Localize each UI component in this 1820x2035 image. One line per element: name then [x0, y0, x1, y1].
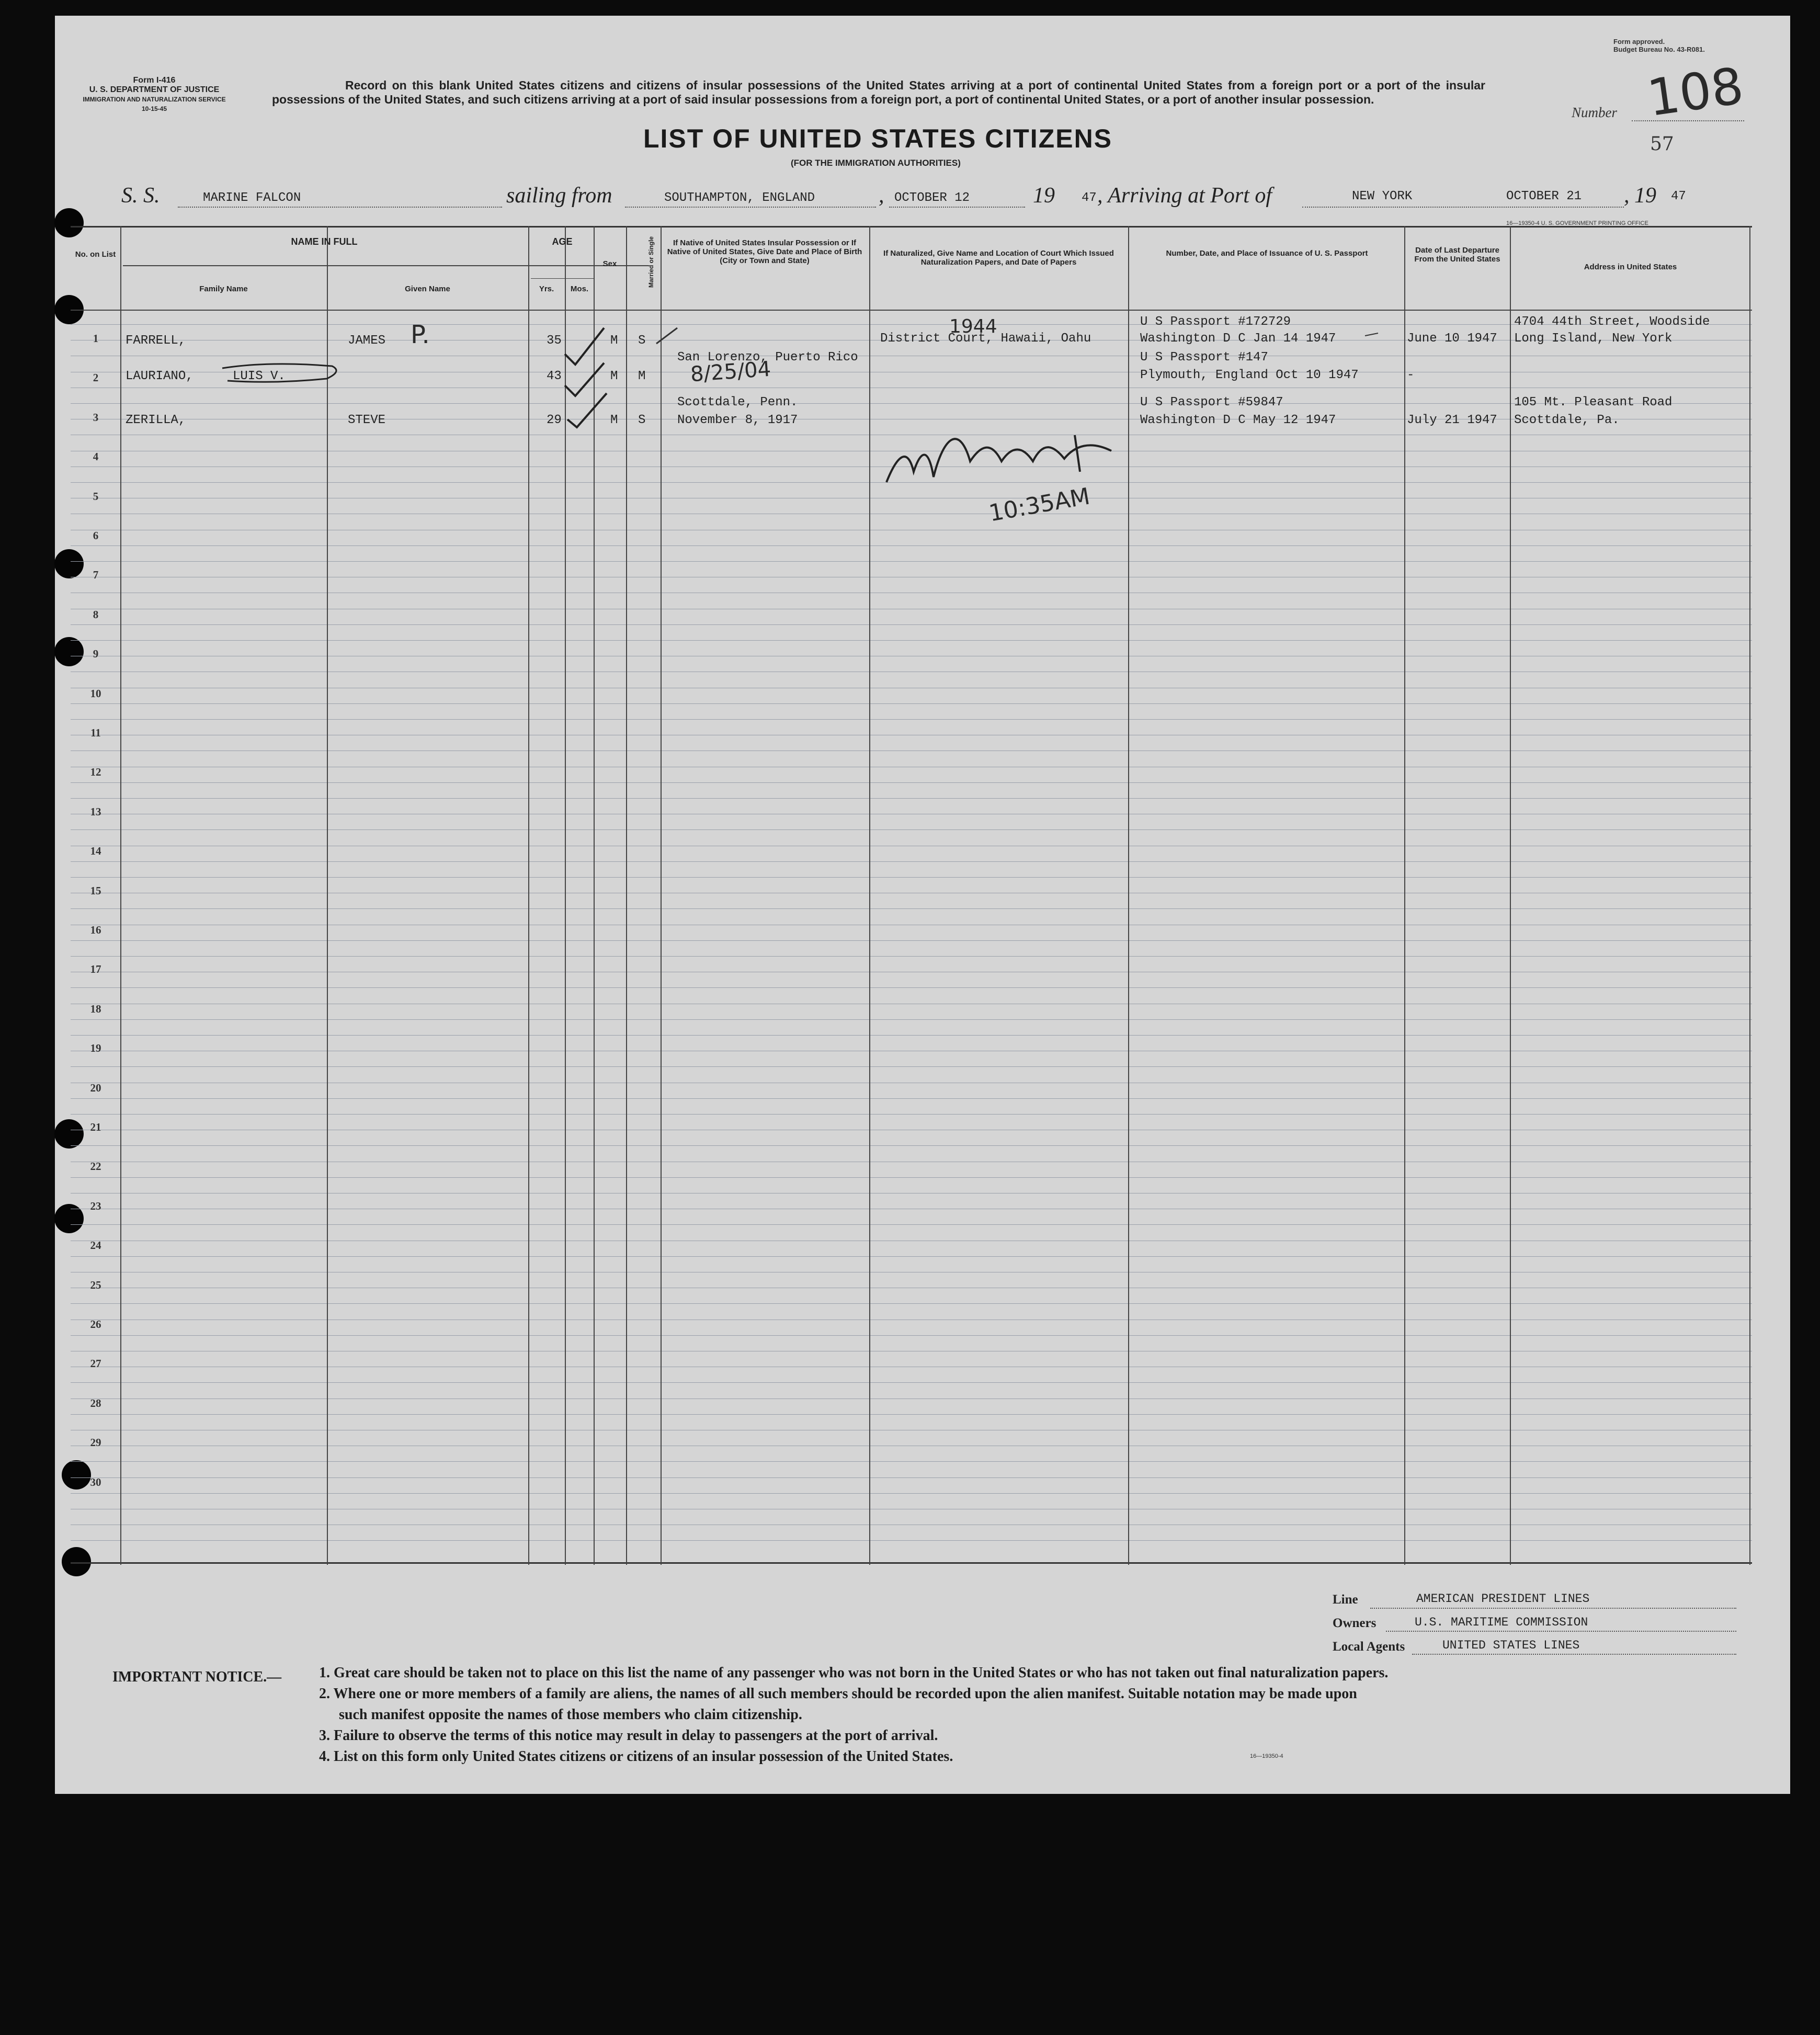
row2-given: LUIS V.	[233, 369, 286, 383]
print-code-bottom: 16—19350-4	[1250, 1753, 1283, 1759]
row1-address2: Long Island, New York	[1514, 332, 1673, 346]
from-underline	[625, 207, 876, 208]
col-header-age: AGE	[552, 236, 573, 247]
handwritten-initial: P.	[411, 320, 430, 349]
notice-item-1: 1. Great care should be taken not to place on this list the name of any passenger who was not born in the United States or who has not taken out final naturalization papers.	[319, 1665, 1389, 1681]
agents-value: UNITED STATES LINES	[1442, 1639, 1580, 1652]
row-number: 22	[90, 1160, 101, 1173]
col-header-given: Given Name	[405, 285, 450, 293]
row3-native2: November 8, 1917	[677, 413, 798, 427]
row-number: 30	[90, 1475, 101, 1488]
row-number: 18	[90, 1002, 101, 1015]
form-date: 10-15-45	[141, 105, 167, 112]
row-number: 15	[90, 884, 101, 897]
notice-item-3: 3. Failure to observe the terms of this notice may result in delay to passengers at the port of arrival.	[319, 1727, 938, 1744]
ruled-line	[71, 782, 1752, 783]
ruled-line	[71, 1145, 1752, 1146]
notice-heading: IMPORTANT NOTICE.—	[112, 1669, 282, 1685]
owners-underline	[1386, 1631, 1736, 1632]
row3-passport2: Washington D C May 12 1947	[1140, 413, 1336, 427]
row3-address2: Scottdale, Pa.	[1514, 413, 1620, 427]
pen-stroke	[656, 328, 677, 344]
row-number: 21	[90, 1121, 101, 1133]
row-number: 9	[93, 647, 99, 661]
line-label: Line	[1333, 1593, 1358, 1607]
checkmark-icon	[567, 393, 607, 427]
handwritten-1944: 1944	[949, 316, 997, 337]
ruled-line	[71, 1335, 1752, 1336]
row-number: 13	[90, 805, 101, 818]
sailing-label: sailing from	[506, 184, 612, 208]
row-number: 12	[90, 766, 101, 779]
ruled-line	[71, 1382, 1752, 1383]
row3-sex: M	[610, 413, 618, 427]
pen-stroke	[1365, 333, 1378, 336]
row3-address1: 105 Mt. Pleasant Road	[1514, 395, 1673, 410]
notice-item-4: 4. List on this form only United States citizens or citizens of an insular possession of the United States.	[319, 1748, 953, 1765]
row-number: 19	[90, 1042, 101, 1055]
to-underline	[1302, 207, 1624, 208]
checkmark-icon	[565, 328, 604, 365]
row-number: 29	[90, 1436, 101, 1449]
ruled-line	[71, 1493, 1752, 1494]
ruled-line	[71, 703, 1752, 704]
row3-native: Scottdale, Penn.	[677, 395, 798, 410]
page-title: LIST OF UNITED STATES CITIZENS	[643, 124, 1113, 153]
row-number: 24	[90, 1239, 101, 1252]
row-number: 23	[90, 1199, 101, 1212]
page-number: 57	[1650, 133, 1674, 155]
row1-sex: M	[610, 334, 618, 348]
ruled-line	[71, 1461, 1752, 1462]
row-number: 4	[93, 450, 99, 463]
row-number: 6	[93, 529, 99, 542]
sail-date: OCTOBER 12	[894, 191, 970, 205]
ruled-line	[71, 1114, 1752, 1115]
row-number: 20	[90, 1081, 101, 1094]
handwritten-date: 8/25/04	[689, 357, 772, 387]
row-number: 8	[93, 608, 99, 621]
form-approved-line: Form approved.	[1613, 38, 1665, 46]
page-subtitle: (FOR THE IMMIGRATION AUTHORITIES)	[791, 158, 961, 168]
ruled-line	[71, 956, 1752, 957]
row3-ms: S	[638, 413, 646, 427]
row3-given: STEVE	[348, 413, 386, 427]
number-label: Number	[1572, 105, 1617, 120]
ruled-line	[71, 1224, 1752, 1225]
instructions-text: Record on this blank United States citizens and citizens of insular possessions of the United States arriving at a port of continental United States from a foreign port or a port of the insular possessions of the United States, and such citizens arriving at a port of said insular possessions from a foreign port, a port of continental United States, or a port of another insular possession.	[272, 78, 1485, 106]
row1-naturalized: District Court, Hawaii, Oahu	[880, 332, 1091, 346]
col-header-no: No. on List	[75, 250, 116, 259]
line-value: AMERICAN PRESIDENT LINES	[1416, 1592, 1590, 1606]
sail-date-underline	[889, 207, 1025, 208]
row2-passport1: U S Passport #147	[1140, 350, 1268, 365]
handwritten-time: 10:35AM	[987, 483, 1092, 527]
col-header-mos: Mos.	[570, 285, 589, 293]
ruled-line	[71, 561, 1752, 562]
arrive-date: OCTOBER 21	[1506, 189, 1582, 203]
row-number: 1	[93, 332, 99, 345]
row1-yrs: 35	[547, 334, 562, 348]
owners-value: U.S. MARITIME COMMISSION	[1415, 1616, 1588, 1629]
arrive-year-prefix: 19	[1634, 184, 1656, 208]
service: IMMIGRATION AND NATURALIZATION SERVICE	[83, 96, 226, 103]
ruled-line	[71, 987, 1752, 988]
owners-label: Owners	[1333, 1616, 1377, 1630]
row3-family: ZERILLA,	[126, 413, 186, 427]
pen-marks	[71, 226, 1752, 540]
row1-ms: S	[638, 334, 646, 348]
row1-passport2: Washington D C Jan 14 1947	[1140, 332, 1336, 346]
col-header-address: Address in United States	[1584, 263, 1677, 271]
row1-given: JAMES	[348, 334, 386, 348]
sail-year: 47	[1082, 191, 1097, 205]
row2-native: San Lorenzo, Puerto Rico	[677, 350, 858, 365]
arrive-year: 47	[1671, 189, 1686, 203]
inspector-signature	[886, 435, 1111, 482]
row-number: 7	[93, 569, 99, 582]
row2-sex: M	[610, 369, 618, 383]
row1-passport1: U S Passport #172729	[1140, 315, 1291, 329]
ruled-line	[71, 1066, 1752, 1067]
col-header-naturalized: If Naturalized, Give Name and Location of Court Which Issued Naturalization Papers, and Date of Papers	[883, 249, 1114, 267]
ruled-line	[71, 940, 1752, 941]
row-number: 25	[90, 1278, 101, 1291]
col-header-name: NAME IN FULL	[291, 236, 358, 247]
ruled-line	[71, 545, 1752, 546]
row2-passport2: Plymouth, England Oct 10 1947	[1140, 368, 1359, 382]
ss-label: S. S.	[121, 184, 160, 208]
ruled-line	[71, 908, 1752, 909]
table-bottom-border	[71, 1562, 1752, 1564]
ruled-line	[71, 861, 1752, 862]
col-header-family: Family Name	[199, 285, 248, 293]
row-number: 5	[93, 490, 99, 503]
circled-name-mark	[222, 364, 336, 382]
col-header-native: If Native of United States Insular Possession or If Native of United States, Give Date and Place of Birth (City or Town and State)	[667, 238, 862, 265]
row-number: 2	[93, 371, 99, 384]
form-number: Form I-416	[133, 76, 176, 85]
row-number: 14	[90, 845, 101, 858]
agents-underline	[1412, 1654, 1736, 1655]
comma: ,	[1624, 184, 1630, 208]
ship-underline	[178, 207, 502, 208]
ruled-line	[71, 1035, 1752, 1036]
row-number: 10	[90, 687, 101, 700]
ruled-line	[71, 877, 1752, 878]
ruled-line	[71, 1477, 1752, 1478]
row-number: 3	[93, 411, 99, 424]
row2-ms: M	[638, 369, 646, 383]
from-port: SOUTHAMPTON, ENGLAND	[664, 191, 815, 205]
ruled-line	[71, 719, 1752, 720]
row3-departure: July 21 1947	[1407, 413, 1497, 427]
ruled-line	[71, 1098, 1752, 1099]
row1-family: FARRELL,	[126, 334, 186, 348]
budget-bureau-line: Budget Bureau No. 43-R081.	[1613, 46, 1705, 53]
row-number: 17	[90, 963, 101, 976]
row3-passport1: U S Passport #59847	[1140, 395, 1283, 410]
line-underline	[1370, 1608, 1736, 1609]
ship-name: MARINE FALCON	[203, 191, 301, 205]
ruled-line	[71, 829, 1752, 830]
department: U. S. DEPARTMENT OF JUSTICE	[89, 85, 220, 94]
manifest-number: 108	[1644, 56, 1747, 128]
form-identifier	[58, 76, 251, 113]
to-port: NEW YORK	[1352, 189, 1413, 203]
ruled-line	[71, 1256, 1752, 1257]
manifest-table	[71, 226, 1752, 1565]
form-approved	[1613, 38, 1705, 53]
col-header-departure: Date of Last Departure From the United States	[1414, 246, 1500, 264]
notice-item-2: 2. Where one or more members of a family are aliens, the names of all such members should be recorded upon the alien manifest. Suitable notation may be made upon	[319, 1686, 1357, 1702]
row-number: 11	[90, 726, 101, 739]
sail-year-prefix: 19	[1033, 184, 1055, 208]
print-code-top: 16—19350-4 U. S. GOVERNMENT PRINTING OFFICE	[1506, 220, 1648, 226]
arriving-label: , Arriving at Port of	[1097, 184, 1272, 208]
row2-family: LAURIANO,	[126, 369, 194, 383]
ruled-line	[71, 624, 1752, 625]
comma: ,	[879, 184, 884, 208]
row2-departure: -	[1407, 368, 1415, 382]
row1-address1: 4704 44th Street, Woodside	[1514, 315, 1710, 329]
ruled-line	[71, 1540, 1752, 1541]
col-header-yrs: Yrs.	[539, 285, 554, 293]
col-header-married: Married or Single	[647, 236, 655, 288]
checkmark-icon	[565, 363, 604, 396]
col-header-passport: Number, Date, and Place of Issuance of U. S. Passport	[1166, 249, 1368, 258]
row3-yrs: 29	[547, 413, 562, 427]
ruled-line	[71, 798, 1752, 799]
row-number: 27	[90, 1357, 101, 1370]
notice-item-2-cont: such manifest opposite the names of those members who claim citizenship.	[339, 1707, 802, 1723]
ruled-line	[71, 1303, 1752, 1304]
ruled-line	[71, 1177, 1752, 1178]
ruled-line	[71, 1414, 1752, 1415]
ruled-line	[71, 1019, 1752, 1020]
row2-yrs: 43	[547, 369, 562, 383]
row-number: 26	[90, 1318, 101, 1331]
row-number: 16	[90, 924, 101, 936]
row1-departure: June 10 1947	[1407, 332, 1497, 346]
row-number: 28	[90, 1396, 101, 1409]
col-header-sex: Sex	[602, 259, 617, 268]
agents-label: Local Agents	[1333, 1640, 1405, 1654]
ruled-line	[71, 640, 1752, 641]
